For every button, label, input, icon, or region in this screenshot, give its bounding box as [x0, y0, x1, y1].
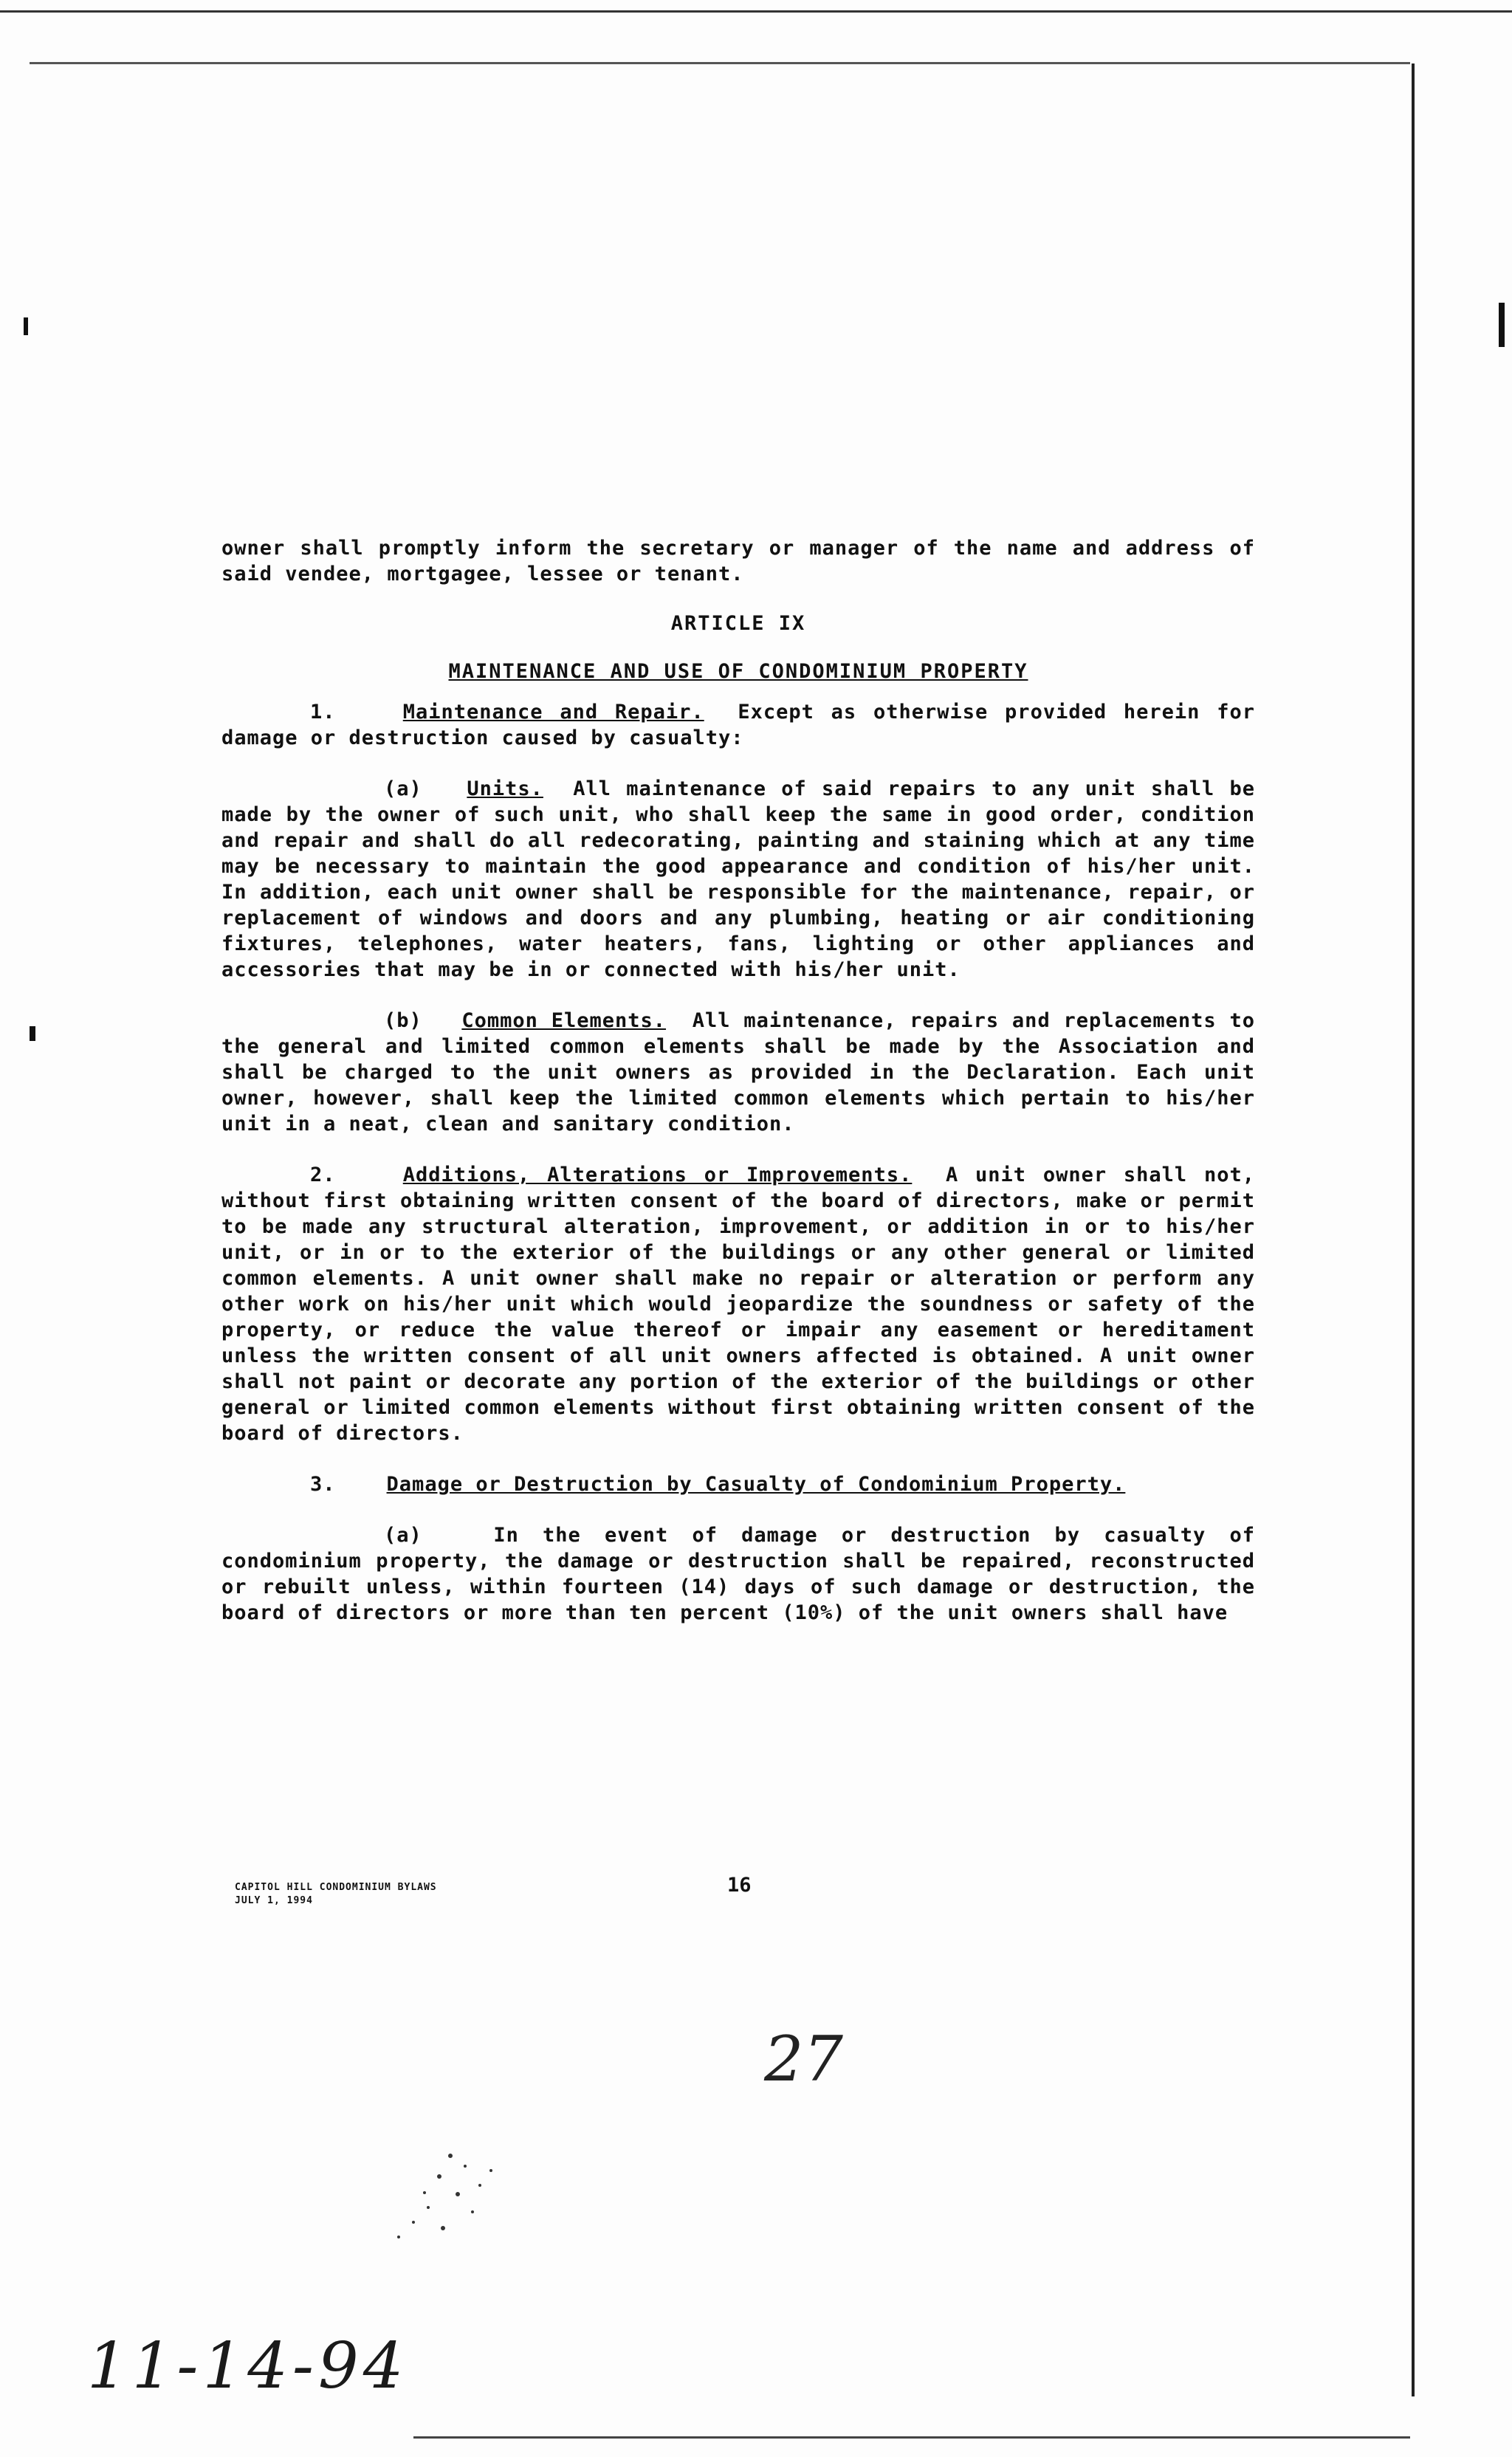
- section-2-num: 2.: [310, 1164, 336, 1186]
- section-2: [221, 1162, 1255, 1446]
- document-body: [221, 535, 1255, 1626]
- section-1-heading: Maintenance and Repair.: [402, 701, 704, 724]
- article-number: ARTICLE IX: [670, 612, 806, 635]
- section-3: [221, 1471, 1255, 1497]
- scan-right-mark: [1499, 303, 1505, 347]
- section-2-text: A unit owner shall not, without first obtaining written consent of the board of directors, make or permit to be made any structural alteration, improvement, or addition in or to his/her unit, or in or to the exterior of the buildings or any other general or limited common elements. A unit owner shall make no repair or alteration or perform any other work on his/her unit which would jeopardize the soundness or safety of the property, or reduce the value thereof or impair any easement or hereditament unless the written consent of all unit owners affected is obtained. A unit owner shall not paint or decorate any portion of the exterior of the buildings or other general or limited common elements without first obtaining written consent of the board of directors.: [221, 1164, 1256, 1445]
- section-1b-heading: Common Elements.: [461, 1009, 667, 1032]
- footer-date: JULY 1, 1994: [235, 1895, 313, 1906]
- handwritten-date: 11-14-94: [87, 2329, 408, 2403]
- section-3a: [221, 1522, 1255, 1626]
- section-1b-text: All maintenance, repairs and replacements to the general and limited common elements shall be made by the Association and shall be charged to the unit owners as provided in the Declaration. Each unit owner, however, shall keep the limited common elements which pertain to his/her unit in a neat, clean and sanitary condition.: [221, 1009, 1255, 1135]
- closing-line: owner shall promptly inform the secretary or manager of the name and address of said vendee, mortgagee, lessee or tenant.: [221, 537, 1255, 585]
- section-1-text: Except as otherwise provided herein for damage or destruction caused by casualty:: [221, 701, 1256, 749]
- section-1a-heading: Units.: [467, 777, 543, 800]
- section-1b-label: (b): [384, 1009, 422, 1032]
- section-1: [221, 699, 1255, 751]
- scan-right-border: [1412, 63, 1415, 2396]
- section-3-heading: Damage or Destruction by Casualty of Condominium Property.: [386, 1473, 1126, 1496]
- footer-title: CAPITOL HILL CONDOMINIUM BYLAWS: [235, 1882, 437, 1893]
- document-footer: [235, 1881, 437, 1908]
- scan-top-line: [0, 10, 1512, 13]
- section-2-heading: Additions, Alterations or Improvements.: [402, 1164, 913, 1186]
- section-1a: [221, 776, 1255, 983]
- scan-bottom-line: [413, 2436, 1410, 2439]
- scan-left-mark: [24, 317, 28, 335]
- handwritten-number: 27: [764, 2023, 843, 2095]
- section-3a-label: (a): [384, 1524, 422, 1547]
- scan-left-mark-2: [30, 1026, 35, 1041]
- section-3-num: 3.: [310, 1473, 336, 1496]
- section-3a-text: In the event of damage or destruction by casualty of condominium property, the damage or destruction shall be repaired, reconstructed or rebuilt unless, within fourteen (14) days of such damage or destruction, the board of directors or more than ten percent (10%) of the unit owners shall have: [221, 1524, 1255, 1624]
- page-number: 16: [727, 1874, 752, 1897]
- section-1-num: 1.: [310, 701, 336, 724]
- section-1a-label: (a): [384, 777, 422, 800]
- scan-top-line-2: [30, 62, 1410, 64]
- article-title: MAINTENANCE AND USE OF CONDOMINIUM PROPERTY: [448, 660, 1028, 683]
- section-1a-text: All maintenance of said repairs to any unit shall be made by the owner of such unit, who shall keep the same in good order, condition and repair and shall do all redecorating, painting and staining which at any time may be necessary to maintain the good appearance and condition of his/her unit. In addition, each unit owner shall be responsible for the maintenance, repair, or replacement of windows and doors and any plumbing, heating or air conditioning fixtures, telephones, water heaters, fans, lighting or other appliances and accessories that may be in or connected with his/her unit.: [221, 777, 1255, 981]
- section-1b: [221, 1008, 1255, 1137]
- scan-speckle: [369, 2141, 532, 2259]
